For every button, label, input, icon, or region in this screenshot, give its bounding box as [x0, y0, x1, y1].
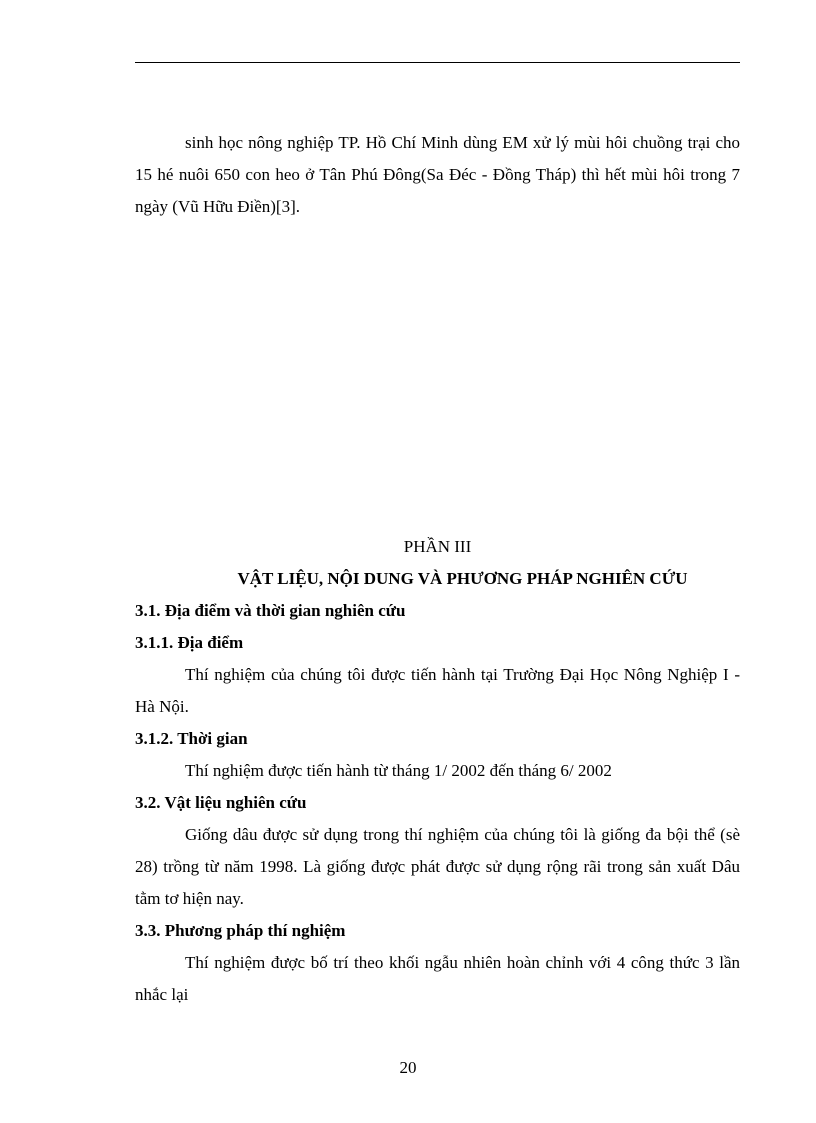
section-heading-3-1-2: 3.1.2. Thời gian [135, 729, 248, 748]
part-label: PHẦN III [403, 537, 472, 556]
section-heading-3-1-1: 3.1.1. Địa điểm [135, 633, 244, 652]
part-title: VẬT LIỆU, NỘI DUNG VÀ PHƯƠNG PHÁP NGHIÊN CỨU [237, 569, 688, 588]
main-body [135, 531, 740, 1011]
page-number: 20 [399, 1058, 417, 1077]
section-paragraph-3-1-1: Thí nghiệm của chúng tôi được tiến hành tại Trường Đại Học Nông Nghiệp I - Hà Nội. [135, 665, 740, 716]
section-heading-3-3: 3.3. Phương pháp thí nghiệm [135, 921, 346, 940]
section-heading-3-2: 3.2. Vật liệu nghiên cứu [135, 793, 307, 812]
section-heading-3-1: 3.1. Địa điểm và thời gian nghiên cứu [135, 601, 406, 620]
header-rule [135, 62, 740, 63]
section-paragraph-3-3: Thí nghiệm được bố trí theo khối ngẫu nhiên hoàn chỉnh với 4 công thức 3 lần nhắc lại [135, 953, 740, 1004]
intro-paragraph: sinh học nông nghiệp TP. Hồ Chí Minh dùng EM xử lý mùi hôi chuồng trại cho 15 hé nuôi 650 con heo ở Tân Phú Đông(Sa Đéc - Đồng Tháp) thì hết mùi hôi trong 7 ngày (Vũ Hữu Điền)[3]. [135, 133, 740, 216]
intro-block [135, 127, 740, 223]
section-paragraph-3-2: Giống dâu được sử dụng trong thí nghiệm của chúng tôi là giống đa bội thể (sè 28) trồng từ năm 1998. Là giống được phát được sử dụng rộng rãi trong sản xuất Dâu tằm tơ hiện nay. [135, 825, 740, 908]
section-paragraph-3-1-2: Thí nghiệm được tiến hành từ tháng 1/ 2002 đến tháng 6/ 2002 [185, 761, 612, 780]
